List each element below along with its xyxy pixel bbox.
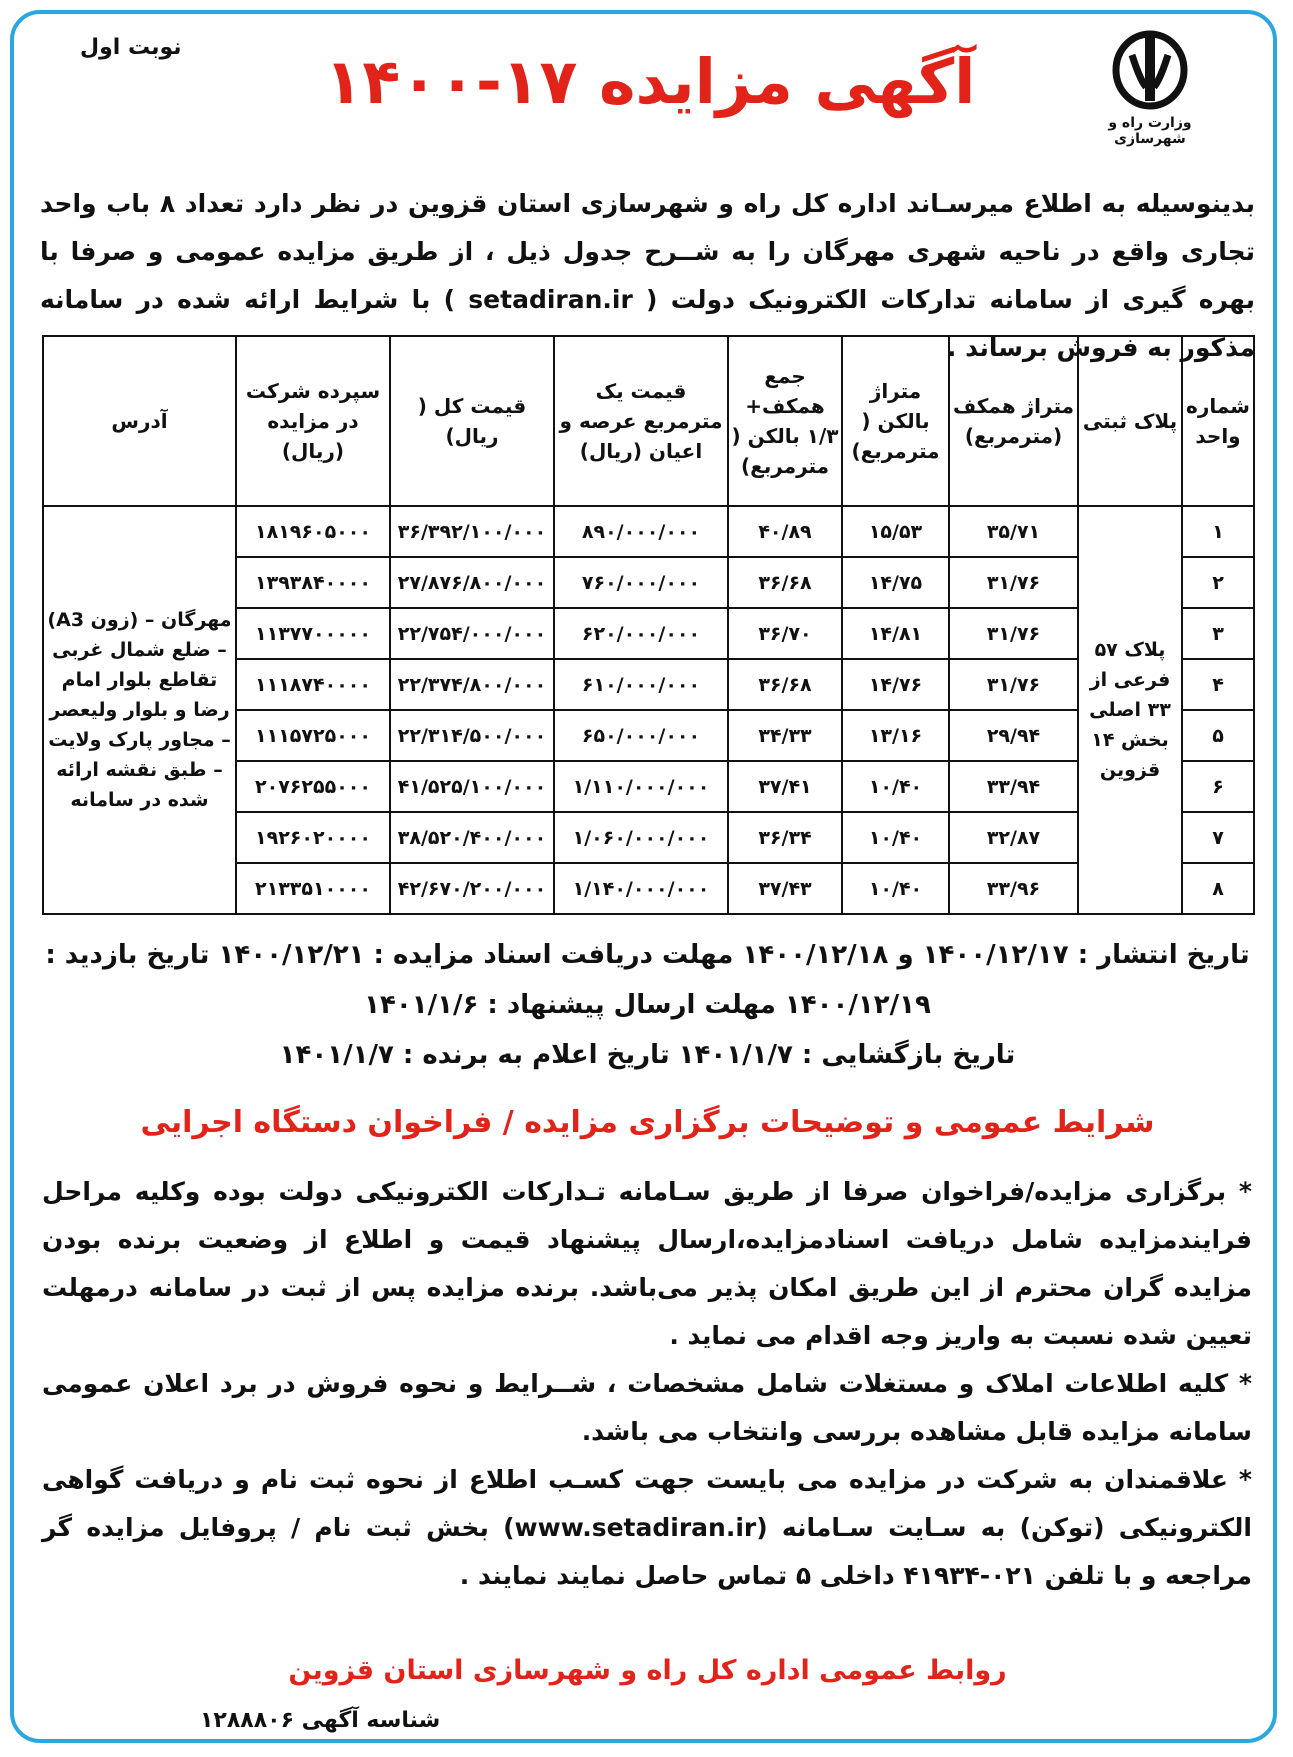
cell-unit-no: ۱ — [1182, 506, 1254, 557]
cell-deposit: ۱۸۱۹۶۰۵۰۰۰ — [236, 506, 390, 557]
page-title: آگهی مزایده ۱۷-۱۴۰۰ — [324, 45, 976, 118]
terms-block — [42, 1168, 1252, 1600]
cell-deposit: ۲۰۷۶۲۵۵۰۰۰ — [236, 761, 390, 812]
dates-line-deadline: ۱۴۰۰/۱۲/۱۹ مهلت ارسال پیشنهاد : ۱۴۰۱/۱/۶ — [364, 990, 931, 1020]
cell-deposit: ۱۹۲۶۰۲۰۰۰۰ — [236, 812, 390, 863]
cell-ground-area: ۳۱/۷۶ — [949, 608, 1078, 659]
cell-ground-area: ۲۹/۹۴ — [949, 710, 1078, 761]
footer-signature: روابط عمومی اداره کل راه و شهرسازی استان قزوین — [288, 1655, 1007, 1686]
cell-total-price: ۴۲/۶۷۰/۲۰۰/۰۰۰ — [390, 863, 554, 914]
cell-unit-no: ۲ — [1182, 557, 1254, 608]
cell-sum-area: ۳۶/۳۴ — [728, 812, 842, 863]
cell-total-price: ۲۲/۷۵۴/۰۰۰/۰۰۰ — [390, 608, 554, 659]
header-plak: پلاک ثبتی — [1078, 336, 1182, 506]
cell-total-price: ۳۶/۳۹۲/۱۰۰/۰۰۰ — [390, 506, 554, 557]
cell-unit-no: ۴ — [1182, 659, 1254, 710]
cell-deposit: ۱۱۳۷۷۰۰۰۰۰ — [236, 608, 390, 659]
cell-balcony-area: ۱۰/۴۰ — [842, 863, 949, 914]
cell-deposit: ۱۳۹۳۸۴۰۰۰۰ — [236, 557, 390, 608]
cell-unit-no: ۳ — [1182, 608, 1254, 659]
term-item: * کلیه اطلاعات املاک و مستغلات شامل مشخصات ، شــرایط و نحوه فروش در برد اعلان عمومی سامانه مزایده قابل مشاهده بررسی وانتخاب می باشد. — [42, 1369, 1252, 1446]
cell-unit-no: ۶ — [1182, 761, 1254, 812]
section-title: شرایط عمومی و توضیحات برگزاری مزایده / فراخوان دستگاه اجرایی — [140, 1105, 1155, 1140]
cell-ground-area: ۳۲/۸۷ — [949, 812, 1078, 863]
term-item: * علاقمندان به شرکت در مزایده می بایست جهت کسـب اطلاع از نحوه ثبت نام و دریافت گواهی الکترونیکی (توکن) به سـایت سـامانه (www.setadiran.ir) بخش ثبت نام / پروفایل مزایده گر مراجعه و با تلفن ۰۲۱-۴۱۹۳۴ داخلی ۵ تماس حاصل نمایند نمایند . — [42, 1465, 1252, 1590]
cell-balcony-area: ۱۰/۴۰ — [842, 812, 949, 863]
round-label: نوبت اول — [80, 35, 182, 60]
cell-total-price: ۲۲/۳۱۴/۵۰۰/۰۰۰ — [390, 710, 554, 761]
header-address: آدرس — [43, 336, 236, 506]
ad-id: شناسه آگهی ۱۲۸۸۸۰۶ — [200, 1708, 441, 1733]
cell-ground-area: ۳۱/۷۶ — [949, 557, 1078, 608]
cell-unit-price: ۷۶۰/۰۰۰/۰۰۰ — [554, 557, 728, 608]
header-sum-area: جمع همکف+ ۱/۳ بالکن ( مترمربع) — [728, 336, 842, 506]
cell-sum-area: ۳۷/۴۳ — [728, 863, 842, 914]
ministry-name: وزارت راه و شهرسازی — [1108, 115, 1192, 147]
dates-line-opening: تاریخ بازگشایی : ۱۴۰۱/۱/۷ تاریخ اعلام به برنده : ۱۴۰۱/۱/۷ — [279, 1040, 1016, 1070]
cell-balcony-area: ۱۰/۴۰ — [842, 761, 949, 812]
header-ground-area: متراژ همکف (مترمربع) — [949, 336, 1078, 506]
emblem-icon — [1110, 25, 1190, 111]
cell-ground-area: ۳۳/۹۶ — [949, 863, 1078, 914]
cell-total-price: ۲۷/۸۷۶/۸۰۰/۰۰۰ — [390, 557, 554, 608]
header-balcony-area: متراژ بالکن ( مترمربع) — [842, 336, 949, 506]
header-deposit: سپرده شرکت در مزایده (ریال) — [236, 336, 390, 506]
dates-line-publish: تاریخ انتشار : ۱۴۰۰/۱۲/۱۷ و ۱۴۰۰/۱۲/۱۸ مهلت دریافت اسناد مزایده : ۱۴۰۰/۱۲/۲۱ تاریخ بازدید : — [45, 940, 1250, 970]
dates-block — [40, 930, 1255, 1080]
term-item: * برگزاری مزایده/فراخوان صرفا از طریق سـامانه تـدارکات الکترونیکی دولت بوده وکلیه مراحل فرایندمزایده شامل دریافت اسنادمزایده،ارسال پیشنهاد قیمت و اطلاع از وضعیت برنده بودن مزایده گران محترم از این طریق امکان پذیر می‌باشد. برنده مزایده پس از ثبت در سامانه درمهلت تعیین شده نسبت به واریز وجه اقدام می نماید . — [42, 1177, 1252, 1350]
cell-plak: پلاک ۵۷ فرعی از ۳۳ اصلی بخش ۱۴ قزوین — [1078, 506, 1182, 914]
cell-balcony-area: ۱۴/۷۵ — [842, 557, 949, 608]
ministry-logo — [1085, 25, 1215, 147]
cell-deposit: ۱۱۱۵۷۲۵۰۰۰ — [236, 710, 390, 761]
cell-balcony-area: ۱۴/۸۱ — [842, 608, 949, 659]
table-row — [43, 506, 1254, 557]
table-header-row — [43, 336, 1254, 506]
cell-sum-area: ۳۶/۶۸ — [728, 557, 842, 608]
cell-sum-area: ۳۴/۳۳ — [728, 710, 842, 761]
header-unit-price: قیمت یک مترمربع عرصه و اعیان (ریال) — [554, 336, 728, 506]
cell-total-price: ۳۸/۵۲۰/۴۰۰/۰۰۰ — [390, 812, 554, 863]
header-unit-no: شماره واحد — [1182, 336, 1254, 506]
cell-balcony-area: ۱۳/۱۶ — [842, 710, 949, 761]
cell-sum-area: ۴۰/۸۹ — [728, 506, 842, 557]
cell-ground-area: ۳۵/۷۱ — [949, 506, 1078, 557]
cell-unit-price: ۱/۰۶۰/۰۰۰/۰۰۰ — [554, 812, 728, 863]
cell-deposit: ۱۱۱۸۷۴۰۰۰۰ — [236, 659, 390, 710]
cell-total-price: ۴۱/۵۲۵/۱۰۰/۰۰۰ — [390, 761, 554, 812]
cell-unit-price: ۶۱۰/۰۰۰/۰۰۰ — [554, 659, 728, 710]
cell-sum-area: ۳۶/۶۸ — [728, 659, 842, 710]
cell-sum-area: ۳۶/۷۰ — [728, 608, 842, 659]
cell-unit-price: ۱/۱۴۰/۰۰۰/۰۰۰ — [554, 863, 728, 914]
cell-unit-price: ۶۵۰/۰۰۰/۰۰۰ — [554, 710, 728, 761]
cell-address: مهرگان – (زون A3) – ضلع شمال غربی تقاطع بلوار امام رضا و بلوار ولیعصر – مجاور پارک ولایت – طبق نقشه ارائه شده در سامانه — [43, 506, 236, 914]
cell-balcony-area: ۱۵/۵۳ — [842, 506, 949, 557]
units-table — [42, 335, 1255, 915]
cell-unit-price: ۸۹۰/۰۰۰/۰۰۰ — [554, 506, 728, 557]
cell-unit-no: ۸ — [1182, 863, 1254, 914]
cell-unit-no: ۵ — [1182, 710, 1254, 761]
header-total-price: قیمت کل ( ریال) — [390, 336, 554, 506]
cell-balcony-area: ۱۴/۷۶ — [842, 659, 949, 710]
cell-sum-area: ۳۷/۴۱ — [728, 761, 842, 812]
intro-paragraph: بدینوسیله به اطلاع میرسـاند اداره کل راه و شهرسازی استان قزوین در نظر دارد تعداد ۸ باب واحد تجاری واقع در ناحیه شهری مهرگان را به شــرح جدول ذیل ، از طریق مزایده عمومی و صرفا با بهره گیری از سامانه تدارکات الکترونیک دولت ( setadiran.ir ) با شرایط ارائه شده در سامانه مذکور به فروش برساند . — [40, 189, 1255, 362]
cell-unit-no: ۷ — [1182, 812, 1254, 863]
cell-deposit: ۲۱۳۳۵۱۰۰۰۰ — [236, 863, 390, 914]
cell-unit-price: ۶۲۰/۰۰۰/۰۰۰ — [554, 608, 728, 659]
cell-ground-area: ۳۳/۹۴ — [949, 761, 1078, 812]
cell-unit-price: ۱/۱۱۰/۰۰۰/۰۰۰ — [554, 761, 728, 812]
cell-total-price: ۲۲/۳۷۴/۸۰۰/۰۰۰ — [390, 659, 554, 710]
cell-ground-area: ۳۱/۷۶ — [949, 659, 1078, 710]
